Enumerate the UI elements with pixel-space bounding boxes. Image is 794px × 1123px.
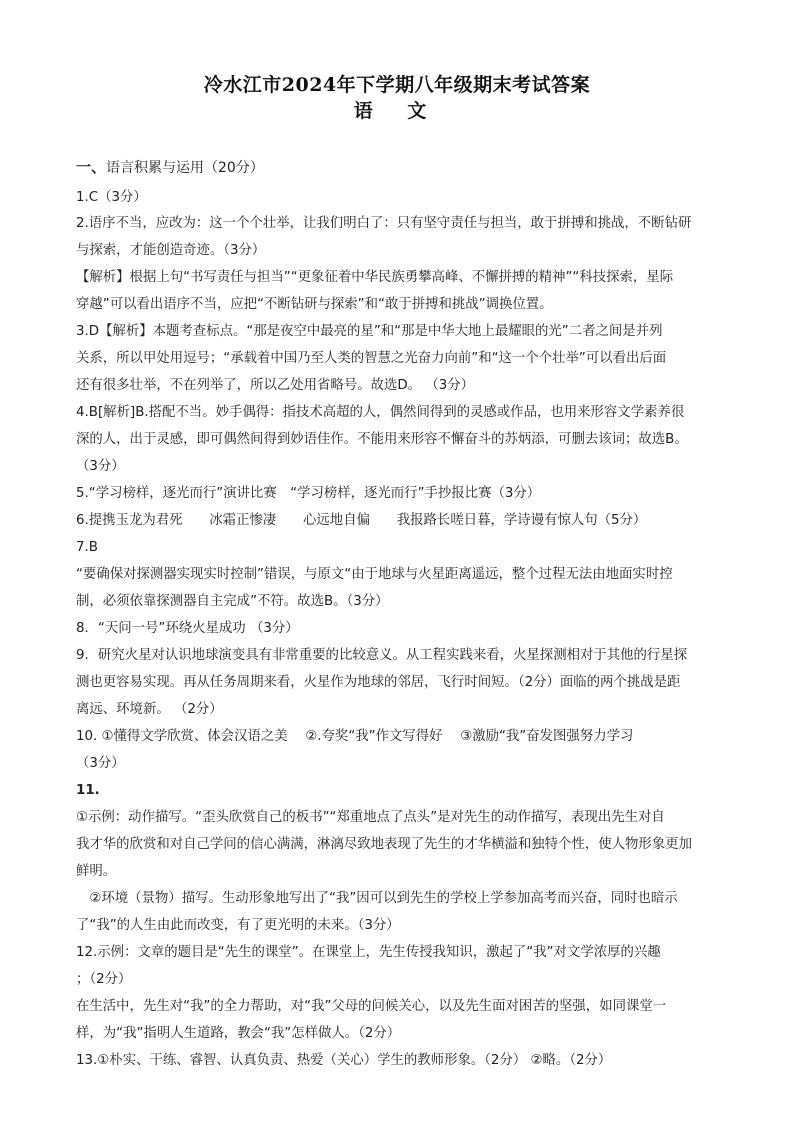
- answer-line: “要确保对探测器实现实时控制”错误，与原文“由于地球与火星距离遥远，整个过程无法由地面实时控: [76, 567, 673, 582]
- answer-line: 穿越”可以看出语序不当，应把“不断钻研与探索”和“敢于拼搏和挑战”调换位置。: [76, 297, 553, 312]
- answer-line: 8．“天问一号”环绕火星成功 （3分）: [76, 621, 299, 636]
- answer-line: 7.B: [76, 540, 98, 555]
- answer-line: 测也更容易实现。再从任务周期来看，火星作为地球的邻居，飞行时间短。（2分）面临的两个挑战是距: [76, 675, 681, 690]
- answer-line: 5.“学习榜样，逐光而行”演讲比赛 “学习榜样，逐光而行”手抄报比赛（3分）: [76, 486, 541, 501]
- answer-line: （3分）: [76, 459, 125, 474]
- answer-line: 样，为“我”指明人生道路，教会“我”怎样做人。（2分）: [76, 1026, 401, 1041]
- answer-line: 9．研究火星对认识地球演变具有非常重要的比较意义。从工程实践来看，火星探测相对于其他的行星探: [76, 648, 688, 663]
- section-number: 一、: [76, 158, 107, 176]
- answer-line: 10. ①懂得文学欣赏、体会汉语之美 ②.夸奖“我”作文写得好 ③激励“我”奋发图强努力学习: [76, 729, 634, 744]
- answer-line: 制，必须依靠探测器自主完成”不符。故选B。（3分）: [76, 594, 389, 609]
- subject-title: 语 文: [353, 100, 441, 122]
- answer-line: ①示例：动作描写。“歪头欣赏自己的板书”“郑重地点了点头”是对先生的动作描写，表现出先生对自: [76, 810, 665, 825]
- page-title: 冷水江市2024年下学期八年级期末考试答案: [203, 74, 591, 96]
- section-text: 语言积累与运用（20分）: [106, 160, 264, 176]
- answer-line: 深的人，出于灵感，即可偶然间得到妙语佳作。不能用来形容不懈奋斗的苏炳添，可删去该词；故选B。: [76, 432, 688, 447]
- answer-line: 还有很多壮举，不在列举了，所以乙处用省略号。故选D。 （3分）: [76, 378, 475, 393]
- answer-line: 2.语序不当，应改为：这一个个壮举，让我们明白了：只有坚守责任与担当，敢于拼搏和挑战，不断钻研: [76, 216, 692, 231]
- answer-line: 【解析】根据上句“书写责任与担当”“更象征着中华民族勇攀高峰、不懈拼搏的精神”“科技探索，星际: [76, 270, 674, 285]
- answer-line: ；（2分）: [76, 972, 132, 987]
- answer-line: 离远、环境新。 （2分）: [76, 702, 223, 717]
- answer-line: 11.: [76, 783, 100, 798]
- answer-line: 12.示例：文章的题目是“先生的课堂”。在课堂上，先生传授我知识，激起了“我”对文学浓厚的兴趣: [76, 945, 661, 960]
- answer-line: 1.C（3分）: [76, 190, 147, 205]
- answer-line: 鲜明。: [76, 864, 117, 879]
- answer-line: 4.B[解析]B.搭配不当。妙手偶得：指技术高超的人，偶然间得到的灵感或作品，也用来形容文学素养很: [76, 405, 685, 420]
- answer-line: 我才华的欣赏和对自己学问的信心满满，淋漓尽致地表现了先生的才华横溢和独特个性，使人物形象更加: [76, 837, 692, 852]
- answer-line: 与探索，才能创造奇迹。（3分）: [76, 243, 266, 258]
- answer-line: 关系，所以甲处用逗号；“承载着中国乃至人类的智慧之光奋力向前”和“这一个个壮举”可以看出后面: [76, 351, 667, 366]
- answer-line: 了“我”的人生由此而改变，有了更光明的未来。（3分）: [76, 918, 400, 933]
- answer-line: 13.①朴实、干练、睿智、认真负责、热爱（关心）学生的教师形象。（2分） ②略。（2分）: [76, 1053, 612, 1068]
- answer-line: 在生活中，先生对“我”的全力帮助，对“我”父母的问候关心，以及先生面对困苦的坚强，如同课堂一: [76, 999, 667, 1014]
- answer-line: 3.D【解析】本题考查标点。“那是夜空中最亮的星”和“那是中华大地上最耀眼的光”二者之间是并列: [76, 324, 663, 339]
- answer-line: （3分）: [76, 756, 125, 771]
- answer-line: ②环境（景物）描写。生动形象地写出了“我”因可以到先生的学校上学参加高考而兴奋，同时也暗示: [76, 891, 678, 906]
- section-heading: [76, 158, 726, 177]
- answer-line: 6.提携玉龙为君死 冰霜正惨凄 心远地自偏 我报路长嗟日暮，学诗谩有惊人句（5分）: [76, 513, 647, 528]
